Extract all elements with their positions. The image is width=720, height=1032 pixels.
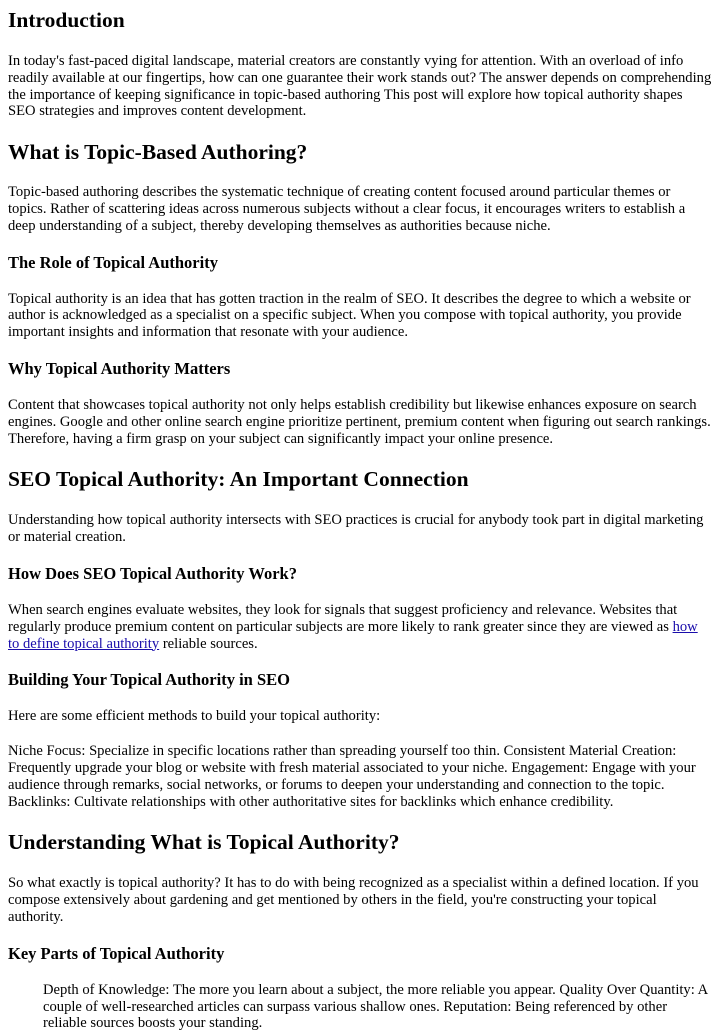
heading-introduction: Introduction: [8, 8, 125, 32]
heading-seo-topical-authority: SEO Topical Authority: An Important Connection: [8, 467, 469, 492]
heading-key-parts: Key Parts of Topical Authority: [8, 943, 225, 963]
heading-what-is-topic-based-authoring: What is Topic-Based Authoring?: [8, 140, 308, 165]
paragraph-how-seo-topical-authority-works: [8, 602, 712, 652]
paragraph-building-methods: Niche Focus: Specialize in specific locations rather than spreading yourself too thin. Consistent Material Creation: Frequently upgrade your blog or website with fresh material associated to your niche. Engagement: Engage with your audience through remarks, social networks, or forums to deepen your understanding and connection to the topic. Backlinks: Cultivate relationships with other authoritative sites for backlinks which enhance credibility.: [8, 743, 696, 810]
heading-building-topical-authority: Building Your Topical Authority in SEO: [8, 670, 290, 690]
paragraph-introduction: In today's fast-paced digital landscape, material creators are constantly vying for attention. With an overload of info readily available at our fingertips, how can one guarantee their work stands out? The answer depends on comprehending the importance of keeping significance in topic-based authoring This post will explore how topical authority shapes SEO strategies and improves content development.: [8, 53, 712, 120]
blockquote-key-parts: Depth of Knowledge: The more you learn about a subject, the more reliable you appear. Quality Over Quantity: A couple of well-researched articles can surpass various shallow ones. Reputation: Being referenced by other reliable sources boosts your standing.: [43, 981, 708, 1032]
paragraph-how-text-after: reliable sources.: [159, 635, 258, 652]
paragraph-what-is-topic-based-authoring: Topic-based authoring describes the systematic technique of creating content focused around particular themes or topics. Rather of scattering ideas across numerous subjects without a clear focus, it encourages writers to establish a deep understanding of a subject, thereby developing themselves as authorities because niche.: [8, 184, 686, 234]
heading-why-topical-authority-matters: Why Topical Authority Matters: [8, 358, 231, 378]
heading-how-seo-topical-authority-works: How Does SEO Topical Authority Work?: [8, 563, 297, 583]
paragraph-why-topical-authority-matters: Content that showcases topical authority not only helps establish credibility but likewise enhances exposure on search engines. Google and other online search engine prioritize pertinent, premium content when figuring out search rankings. Therefore, having a firm grasp on your subject can significantly impact your online presence.: [8, 396, 711, 447]
heading-understanding-topical-authority: Understanding What is Topical Authority?: [8, 830, 400, 855]
paragraph-seo-topical-authority: Understanding how topical authority intersects with SEO practices is crucial for anybody took part in digital marketing or material creation.: [8, 512, 704, 546]
paragraph-how-text-before: When search engines evaluate websites, they look for signals that suggest proficiency and relevance. Websites that regularly produce premium content on particular subjects are more likely to rank greater since they are viewed as: [8, 601, 678, 635]
paragraph-role-of-topical-authority: Topical authority is an idea that has gotten traction in the realm of SEO. It describes the degree to which a website or author is acknowledged as a specialist on a specific subject. When you compose with topical authority, you provide important insights and information that resonate with your audience.: [8, 290, 691, 341]
heading-role-of-topical-authority: The Role of Topical Authority: [8, 252, 218, 272]
link-how-to-define-topical-authority[interactable]: how to define topical authority: [8, 618, 698, 652]
paragraph-building-intro: Here are some efficient methods to build your topical authority:: [8, 708, 381, 725]
paragraph-understanding-topical-authority: So what exactly is topical authority? It has to do with being recognized as a specialist within a defined location. If you compose extensively about gardening and get mentioned by others in the field, you're constructing your topical authority.: [8, 875, 699, 925]
